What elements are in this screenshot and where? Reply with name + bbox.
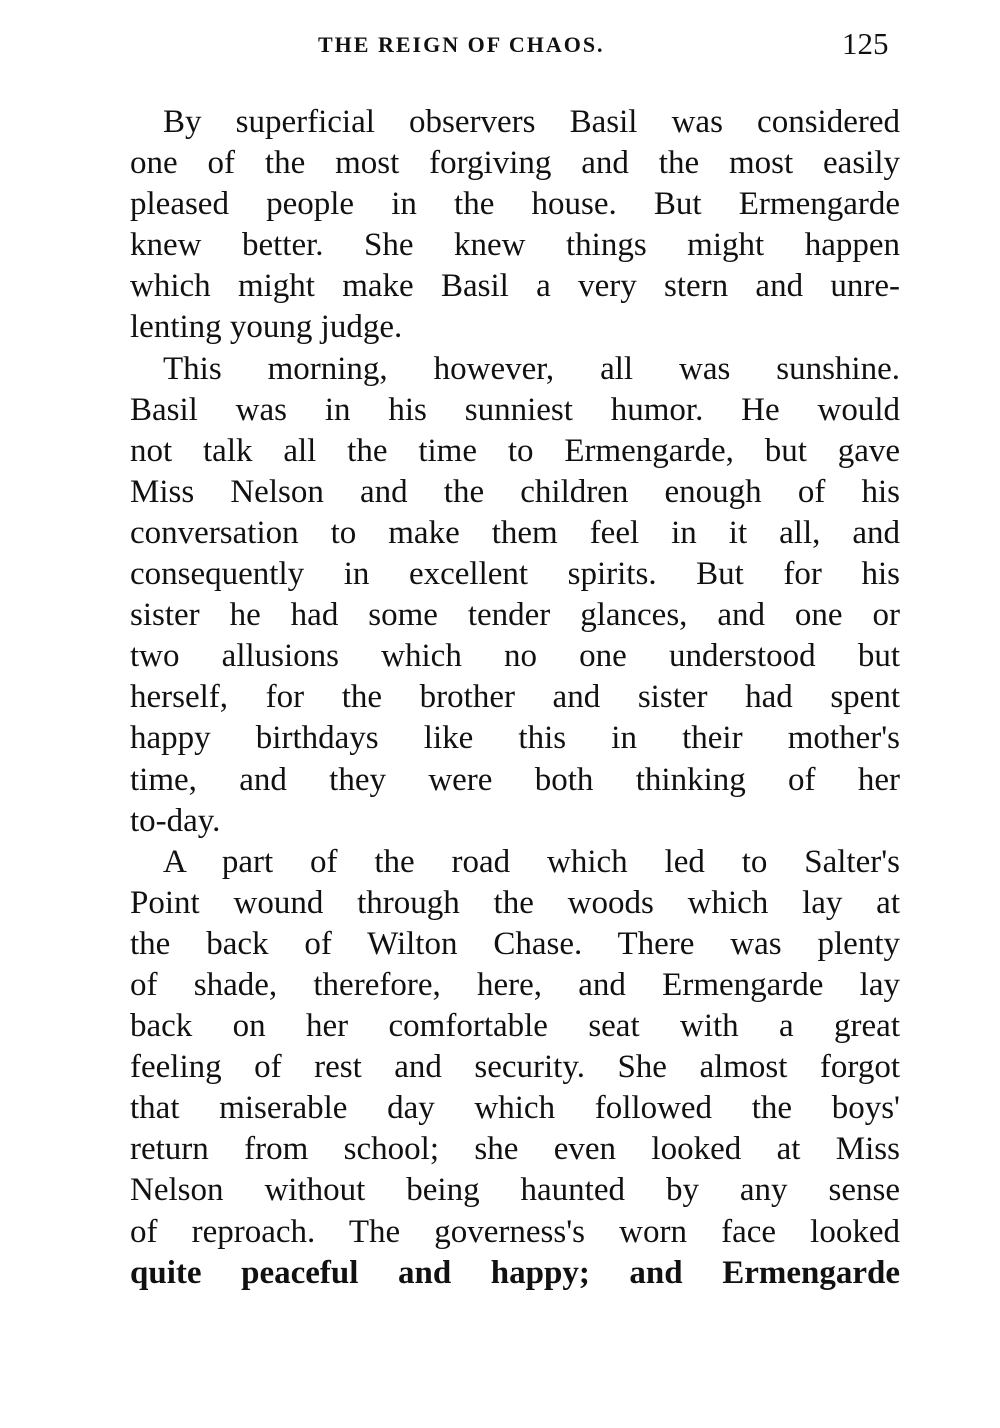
text-line: Point wound through the woods which lay at — [130, 884, 900, 921]
text-line: not talk all the time to Ermengarde, but gave — [130, 432, 900, 469]
page-header — [0, 26, 1000, 70]
text-line: of reproach. The governess's worn face looked — [130, 1213, 900, 1250]
text-line: A part of the road which led to Salter's — [163, 843, 900, 880]
text-line: two allusions which no one understood but — [130, 638, 900, 675]
text-line: which might make Basil a very stern and unre- — [130, 268, 900, 305]
running-title: THE REIGN OF CHAOS. — [318, 32, 605, 57]
text-line: return from school; she even looked at Miss — [130, 1131, 900, 1168]
text-line: herself, for the brother and sister had spent — [130, 679, 900, 716]
text-line: conversation to make them feel in it all, and — [130, 514, 900, 551]
text-line: back on her comfortable seat with a great — [130, 1008, 900, 1045]
text-line: one of the most forgiving and the most easily — [130, 145, 900, 182]
page-number: 125 — [842, 26, 889, 61]
text-line: pleased people in the house. But Ermengarde — [130, 186, 900, 223]
text-line: time, and they were both thinking of her — [130, 761, 900, 798]
text-line: By superficial observers Basil was considered — [163, 104, 900, 140]
text-line: lenting young judge. — [130, 309, 403, 346]
text-line: feeling of rest and security. She almost forgot — [130, 1049, 900, 1086]
page-body — [130, 102, 900, 1294]
text-line: quite peaceful and happy; and Ermengarde — [130, 1254, 900, 1291]
text-line: Miss Nelson and the children enough of his — [130, 473, 900, 510]
text-line: This morning, however, all was sunshine. — [163, 350, 900, 387]
text-line: Nelson without being haunted by any sense — [130, 1172, 900, 1209]
text-line: to-day. — [130, 802, 221, 839]
text-line: happy birthdays like this in their mother's — [130, 720, 900, 757]
text-line: Basil was in his sunniest humor. He would — [130, 391, 900, 428]
text-line: knew better. She knew things might happen — [130, 227, 900, 264]
text-line: of shade, therefore, here, and Ermengarde lay — [130, 966, 900, 1003]
text-line: the back of Wilton Chase. There was plenty — [130, 925, 900, 962]
text-line: sister he had some tender glances, and one or — [130, 597, 900, 634]
text-line: consequently in excellent spirits. But for his — [130, 556, 900, 593]
text-line: that miserable day which followed the boys' — [130, 1090, 900, 1127]
